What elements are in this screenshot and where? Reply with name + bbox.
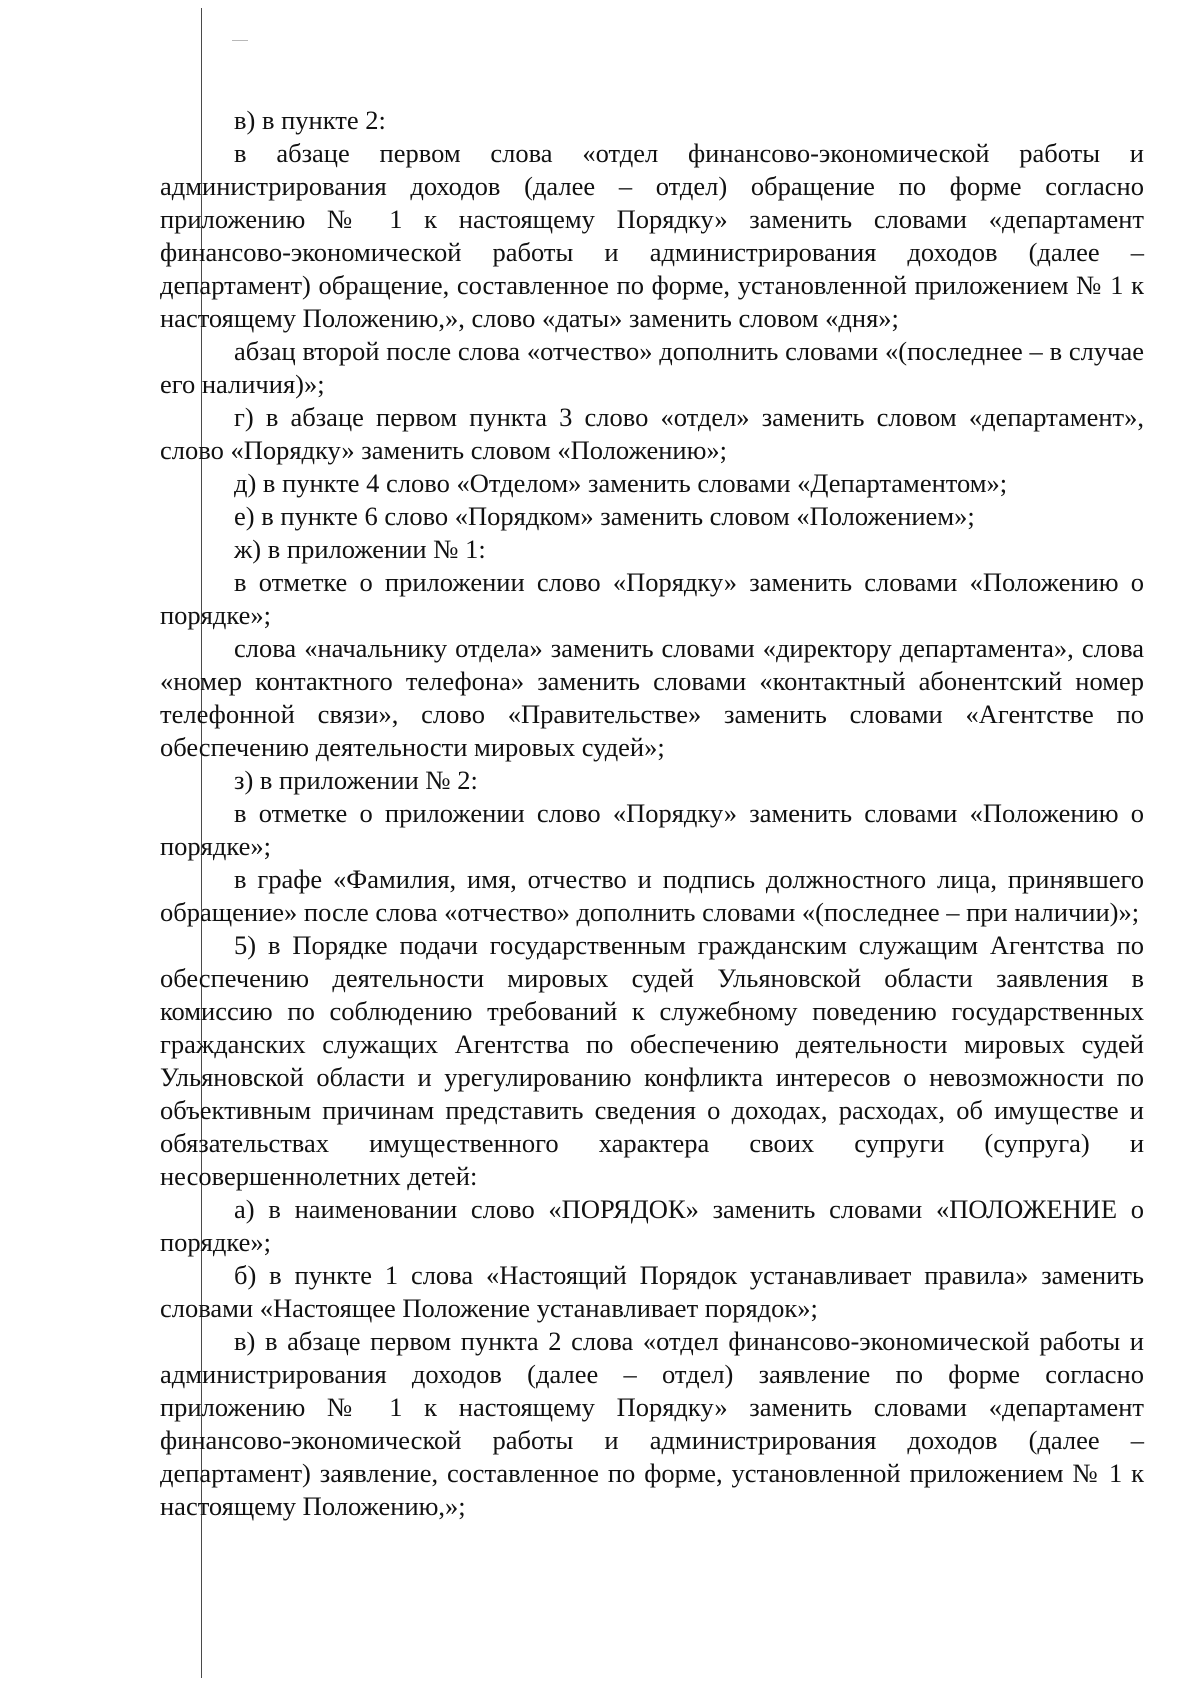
paragraph-words-replace: слова «начальнику отдела» заменить словами «директору департамента», слова «номер контактного телефона» заменить словами «контактный абонентский номер телефонной связи», слово «Правительстве» заменить словами «Агентстве по обеспечению деятельности мировых судей»; bbox=[160, 633, 1144, 762]
paragraph-appendix-mark-2: в отметке о приложении слово «Порядку» заменить словами «Положению о порядке»; bbox=[160, 798, 1144, 861]
paragraph-g-point-3: г) в абзаце первом пункта 3 слово «отдел» заменить словом «департамент», слово «Порядку» заменить словом «Положению»; bbox=[160, 402, 1144, 465]
paragraph-v-point-2-second: в) в абзаце первом пункта 2 слова «отдел финансово-экономической работы и администрирования доходов (далее – отдел) заявление по форме согласно приложению № 1 к настоящему Порядку» заменить словами «департамент финансово-экономической работы и администрирования доходов (далее – департамент) заявление, составленное по форме, установленной приложением № 1 к настоящему Положению,»; bbox=[160, 1326, 1144, 1521]
paragraph-a-title: а) в наименовании слово «ПОРЯДОК» заменить словами «ПОЛОЖЕНИЕ о порядке»; bbox=[160, 1194, 1144, 1257]
paragraph-d-point-4: д) в пункте 4 слово «Отделом» заменить словами «Департаментом»; bbox=[234, 468, 1008, 498]
paragraph-appendix-mark-1: в отметке о приложении слово «Порядку» заменить словами «Положению о порядке»; bbox=[160, 567, 1144, 630]
paragraph-first-abzac-replace: в абзаце первом слова «отдел финансово-экономической работы и администрирования доходов (далее – отдел) обращение по форме согласно приложению № 1 к настоящему Порядку» заменить словами «департамент финансово-экономической работы и администрирования доходов (далее – департамент) обращение, составленное по форме, установленной приложением № 1 к настоящему Положению,», слово «даты» заменить словом «дня»; bbox=[160, 138, 1144, 333]
document-body bbox=[160, 104, 1144, 1523]
paragraph-e-point-6: е) в пункте 6 слово «Порядком» заменить словом «Положением»; bbox=[234, 501, 975, 531]
paragraph-zh-appendix-1: ж) в приложении № 1: bbox=[234, 534, 486, 564]
scan-mark bbox=[232, 40, 248, 41]
paragraph-item-5: 5) в Порядке подачи государственным гражданским служащим Агентства по обеспечению деятельности мировых судей Ульяновской области заявления в комиссию по соблюдению требований к служебному поведению государственных гражданских служащих Агентства по обеспечению деятельности мировых судей Ульяновской области и урегулированию конфликта интересов о невозможности по объективным причинам представить сведения о доходах, расходах, об имуществе и обязательствах имущественного характера своих супруги (супруга) и несовершеннолетних детей: bbox=[160, 930, 1144, 1191]
paragraph-second-abzac: абзац второй после слова «отчество» дополнить словами «(последнее – в случае его наличия)»; bbox=[160, 336, 1144, 399]
paragraph-z-appendix-2: з) в приложении № 2: bbox=[234, 765, 478, 795]
paragraph-column-name: в графе «Фамилия, имя, отчество и подпись должностного лица, принявшего обращение» после слова «отчество» дополнить словами «(последнее – при наличии)»; bbox=[160, 864, 1144, 927]
paragraph-b-point-1: б) в пункте 1 слова «Настоящий Порядок устанавливает правила» заменить словами «Настоящее Положение устанавливает порядок»; bbox=[160, 1260, 1144, 1323]
paragraph-v-point-2: в) в пункте 2: bbox=[234, 105, 386, 135]
